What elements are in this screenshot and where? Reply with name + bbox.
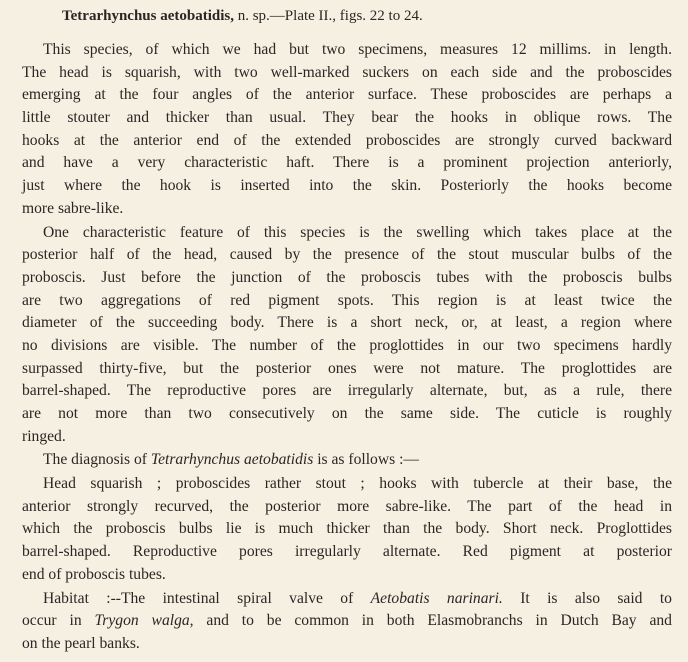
- text-line: [22, 610, 672, 633]
- text-segment: is as follows :—: [313, 451, 419, 469]
- text-line: [22, 473, 672, 496]
- section-heading: [62, 8, 423, 25]
- text-line: [22, 335, 672, 358]
- text-segment: are not more than two consecutively on the same side. The cuticle is roughly: [22, 405, 672, 422]
- text-line: [22, 358, 672, 381]
- text-segment: diameter of the succeeding body. There is a short neck, or, at least, a region where: [22, 314, 672, 332]
- text-line: [22, 426, 672, 449]
- text-segment: and have a very characteristic haft. There is a prominent projection anteriorly,: [22, 154, 672, 172]
- text-segment: more sabre-like.: [22, 199, 124, 217]
- text-line: [22, 518, 672, 541]
- text-segment: are two aggregations of red pigment spots. This region is at least twice the: [22, 291, 672, 309]
- italic-taxon: Tetrarhynchus aetobatidis: [150, 451, 314, 469]
- text-line: [22, 222, 672, 245]
- text-line: [22, 152, 672, 175]
- paragraph: [22, 473, 672, 586]
- text-line: [22, 107, 672, 130]
- text-line: [22, 449, 672, 472]
- paragraph: [22, 449, 672, 472]
- paragraph: [22, 588, 672, 656]
- text-line: [22, 62, 672, 85]
- text-segment: This species, of which we had but two specimens, measures 12 millims. in length.: [43, 41, 672, 58]
- text-line: [22, 496, 672, 519]
- text-segment: end of proboscis tubes.: [22, 565, 166, 583]
- text-line: [22, 403, 672, 426]
- text-line: [22, 130, 672, 153]
- text-segment: The diagnosis of: [43, 451, 151, 469]
- text-segment: posterior half of the head, caused by the presence of the stout muscular bulbs of the: [22, 246, 672, 264]
- text-line: [22, 84, 672, 107]
- text-line: [22, 588, 672, 611]
- heading-reference: n. sp.—Plate II., figs. 22 to 24.: [233, 8, 423, 24]
- text-segment: proboscis. Just before the junction of the proboscis tubes with the proboscis bulbs: [22, 268, 672, 286]
- text-line: [22, 633, 672, 656]
- text-segment: little stouter and thicker than usual. They bear the hooks in oblique rows. The: [22, 109, 672, 127]
- text-segment: barrel-shaped. The reproductive pores are irregularly alternate, but, as a rule, there: [22, 382, 672, 400]
- paragraph: [22, 222, 672, 449]
- text-segment: hooks at the anterior end of the extended proboscides are strongly curved backward: [22, 131, 672, 149]
- document-body: [22, 39, 672, 657]
- text-line: [22, 541, 672, 564]
- text-segment: which the proboscis bulbs lie is much thicker than the body. Short neck. Proglottides: [22, 520, 672, 538]
- text-segment: barrel-shaped. Reproductive pores irregularly alternate. Red pigment at posterior: [22, 543, 672, 561]
- text-segment: Habitat :--The intestinal spiral valve of: [43, 589, 371, 607]
- text-segment: no divisions are visible. The number of the proglottides in our two specimens hardly: [22, 336, 672, 354]
- text-line: [22, 564, 672, 587]
- text-segment: emerging at the four angles of the anterior surface. These proboscides are perhaps a: [22, 86, 672, 104]
- text-segment: Head squarish ; proboscides rather stout ; hooks with tubercle at their base, the: [43, 475, 672, 493]
- text-segment: just where the hook is inserted into the skin. Posteriorly the hooks become: [22, 177, 672, 195]
- text-line: [22, 175, 672, 198]
- text-segment: surpassed thirty-five, but the posterior ones were not mature. The proglottides are: [22, 359, 672, 377]
- italic-taxon: Aetobatis narinari.: [370, 589, 503, 607]
- text-segment: on the pearl banks.: [22, 634, 140, 652]
- text-segment: One characteristic feature of this species is the swelling which takes place at the: [43, 223, 672, 241]
- species-name: Tetrarhynchus aetobatidis,: [62, 8, 234, 24]
- italic-taxon: Trygon walga,: [94, 612, 194, 630]
- text-line: [22, 39, 672, 62]
- text-line: [22, 198, 672, 221]
- text-line: [22, 290, 672, 313]
- text-segment: anterior strongly recurved, the posterior more sabre-like. The part of the head in: [22, 497, 672, 515]
- paragraph: [22, 39, 672, 221]
- text-segment: occur in: [22, 612, 95, 630]
- text-line: [22, 312, 672, 335]
- text-segment: and to be common in both Elasmobranchs in Dutch Bay and: [193, 612, 672, 630]
- text-line: [22, 244, 672, 267]
- text-segment: It is also said to: [502, 589, 672, 607]
- text-line: [22, 380, 672, 403]
- text-line: [22, 267, 672, 290]
- text-segment: ringed.: [22, 427, 66, 445]
- text-segment: The head is squarish, with two well-marked suckers on each side and the proboscides: [22, 63, 672, 81]
